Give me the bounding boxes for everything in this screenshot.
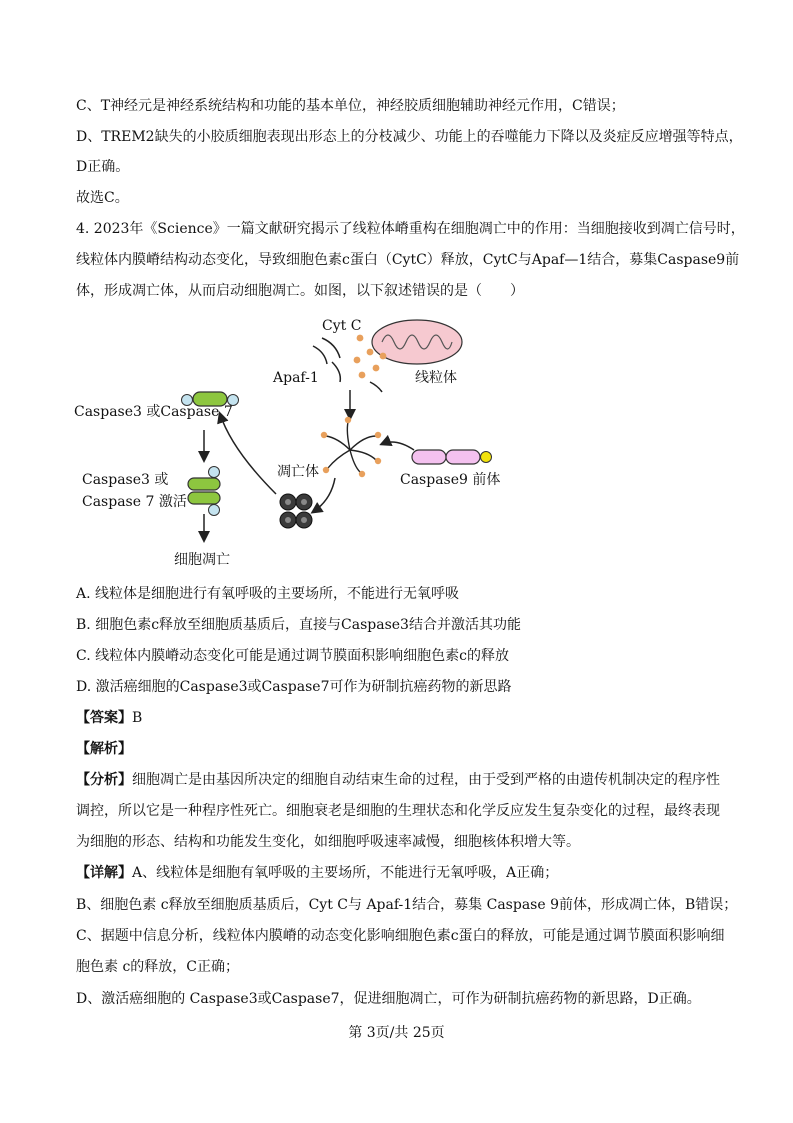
detail-line: D、激活癌细胞的 Caspase3或Caspase7，促进细胞凋亡，可作为研制抗癌药物的新思路，D正确。	[76, 991, 701, 1007]
detail-line	[76, 863, 558, 883]
answer-line	[76, 708, 142, 728]
analysis-line	[76, 770, 720, 790]
option-c: C. 线粒体内膜嵴动态变化可能是通过调节膜面积影响细胞色素c的释放	[76, 648, 509, 664]
caspase37-active-label-2: Caspase 7 激活	[82, 494, 187, 510]
cell-death-label: 细胞凋亡	[174, 552, 230, 568]
apaf-curves	[313, 338, 382, 392]
arrow-to-aggregate	[313, 478, 335, 512]
caspase9-precursor-icon	[412, 450, 492, 464]
detail-text: A、线粒体是细胞有氧呼吸的主要场所，不能进行无氧呼吸，A正确；	[132, 865, 559, 881]
aggregate-icon	[280, 494, 312, 528]
option-b: B. 细胞色素c释放至细胞质基质后，直接与Caspase3结合并激活其功能	[76, 617, 521, 633]
analysis-text: 细胞凋亡是由基因所决定的细胞自动结束生命的过程，由于受到严格的由遗传机制决定的程序性	[132, 772, 720, 788]
detail-line: 胞色素 c的释放，C正确；	[76, 959, 240, 975]
question-stem: 体，形成凋亡体，从而启动细胞凋亡。如图，以下叙述错误的是（ ）	[76, 283, 524, 299]
analysis-line: 为细胞的形态、结构和功能发生变化，如细胞呼吸速率减慢，细胞核体积增大等。	[76, 834, 580, 850]
caspase37-active-label-1: Caspase3 或	[82, 472, 169, 488]
arrow-curve-up	[220, 414, 276, 494]
analysis-line: 调控，所以它是一种程序性死亡。细胞衰老是细胞的生理状态和化学反应发生复杂变化的过程，最终表现	[76, 803, 720, 819]
option-d: D. 激活癌细胞的Caspase3或Caspase7可作为研制抗癌药物的新思路	[76, 679, 512, 695]
text-line: D、TREM2缺失的小胶质细胞表现出形态上的分枝减少、功能上的吞噬能力下降以及炎症反应增强等特点，	[76, 129, 743, 145]
text-line: 故选C。	[76, 190, 129, 206]
arrow-left	[382, 442, 414, 450]
mito-label: 线粒体	[415, 370, 457, 386]
detail-line: B、细胞色素 c释放至细胞质基质后，Cyt C与 Apaf-1结合，募集 Caspase 9前体，形成凋亡体，B错误；	[76, 897, 738, 913]
caspase37-label: Caspase3 或Caspase 7	[74, 404, 233, 420]
caspase37-active-icon	[188, 467, 220, 516]
question-stem: 线粒体内膜嵴结构动态变化，导致细胞色素c蛋白（CytC）释放，CytC与Apaf—1结合，募集Caspase9前	[76, 252, 740, 268]
analysis-sub-label: 【分析】	[76, 772, 132, 788]
option-a: A. 线粒体是细胞进行有氧呼吸的主要场所，不能进行无氧呼吸	[76, 586, 460, 602]
caspase9-label: Caspase9 前体	[400, 472, 501, 488]
apoptosome-star	[326, 422, 376, 472]
apoptosis-diagram	[70, 310, 530, 580]
answer-value: B	[132, 710, 143, 726]
text-line: C、T神经元是神经系统结构和功能的基本单位，神经胶质细胞辅助神经元作用，C错误；	[76, 98, 625, 114]
question-stem: 4. 2023年《Science》一篇文献研究揭示了线粒体嵴重构在细胞凋亡中的作用：当细胞接收到凋亡信号时，	[76, 221, 745, 237]
answer-label: 【答案】	[76, 710, 132, 726]
page-footer: 第 3页/共 25页	[348, 1025, 445, 1041]
apoptosome-label: 凋亡体	[277, 464, 319, 480]
text-line: D正确。	[76, 159, 130, 175]
analysis-label: 【解析】	[76, 741, 132, 757]
detail-line: C、据题中信息分析，线粒体内膜嵴的动态变化影响细胞色素c蛋白的释放，可能是通过调节膜面积影响细	[76, 928, 725, 944]
apoptosome-dots	[321, 417, 381, 477]
cytc-label: Cyt C	[322, 318, 362, 334]
apaf-label: Apaf-1	[273, 370, 319, 386]
detail-label: 【详解】	[76, 865, 132, 881]
